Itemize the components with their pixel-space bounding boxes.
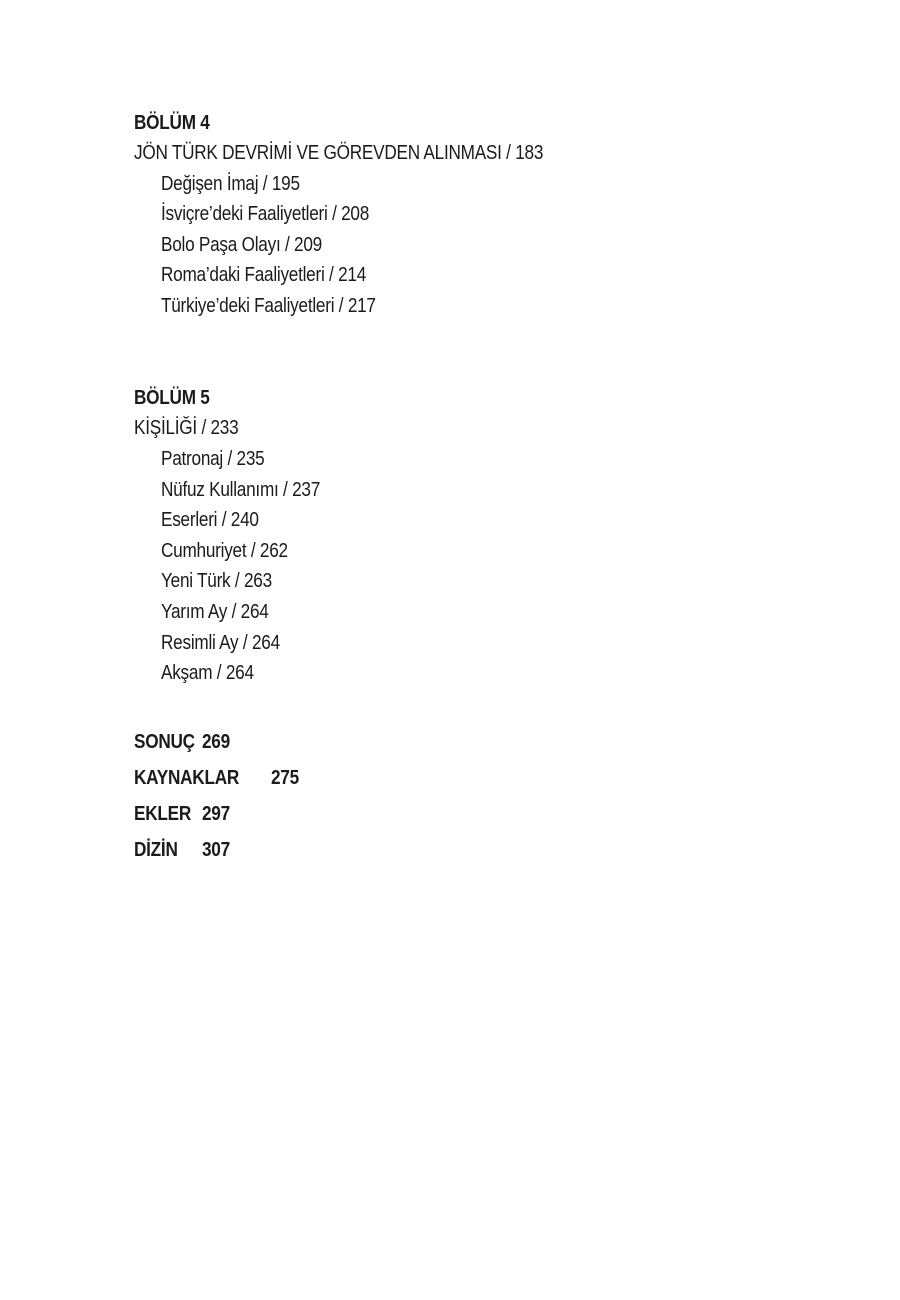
backmatter-label: SONUÇ: [134, 731, 195, 754]
section-entry: Cumhuriyet / 262: [161, 539, 288, 562]
section-entry: Eserleri / 240: [161, 509, 259, 532]
section-entry: İsviçre’deki Faaliyetleri / 208: [161, 203, 370, 226]
section-list: [134, 169, 834, 322]
section-entry: Nüfuz Kullanımı / 237: [161, 478, 321, 501]
section-entry: Yarım Ay / 264: [161, 600, 269, 623]
section-entry: Roma’daki Faaliyetleri / 214: [161, 264, 367, 287]
section-entry: Akşam / 264: [161, 662, 254, 685]
chapter-label: BÖLÜM 4: [134, 112, 210, 134]
chapter-4: [134, 108, 834, 321]
section-entry: Değişen İmaj / 195: [161, 172, 300, 195]
backmatter-page: 307: [202, 839, 230, 862]
backmatter-page: 275: [271, 767, 299, 790]
chapter-5: [134, 383, 834, 688]
backmatter-entry-kaynaklar: [134, 761, 834, 797]
chapter-title: JÖN TÜRK DEVRİMİ VE GÖREVDEN ALINMASI / 183: [134, 142, 544, 164]
backmatter-label: EKLER: [134, 803, 192, 826]
backmatter-label: DİZİN: [134, 839, 178, 862]
backmatter-entry-sonuc: [134, 725, 834, 761]
backmatter-label: KAYNAKLAR: [134, 767, 240, 790]
chapter-title: KİŞİLİĞİ / 233: [134, 417, 239, 440]
section-entry: Patronaj / 235: [161, 447, 265, 470]
section-entry: Bolo Paşa Olayı / 209: [161, 233, 322, 256]
table-of-contents: [134, 108, 834, 869]
chapter-label: BÖLÜM 5: [134, 387, 210, 410]
section-list: [134, 444, 834, 689]
section-entry: Türkiye’deki Faaliyetleri / 217: [161, 294, 376, 317]
section-entry: Yeni Türk / 263: [161, 570, 272, 593]
backmatter-entry-ekler: [134, 797, 834, 833]
section-entry: Resimli Ay / 264: [161, 631, 280, 654]
backmatter-page: 297: [202, 803, 230, 826]
backmatter-entry-dizin: [134, 833, 834, 869]
backmatter-list: [134, 725, 834, 869]
backmatter-page: 269: [202, 731, 230, 754]
